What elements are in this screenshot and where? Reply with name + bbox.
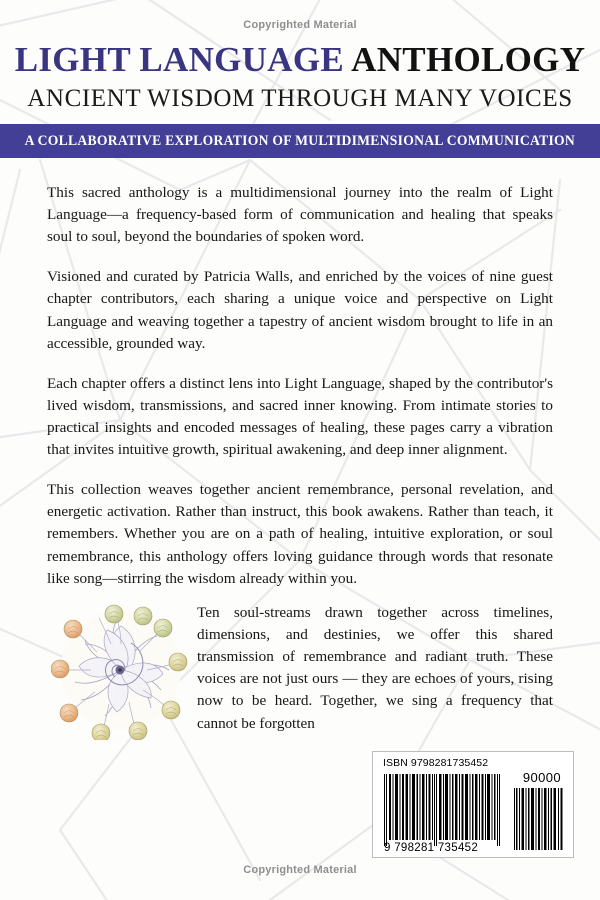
barcode-price-addon-label: 90000 [522,770,561,785]
barcode-human-readable-digits: 9 798281 735452 [384,842,479,854]
book-title [0,42,600,79]
description-paragraph: This collection weaves together ancient remembrance, personal revelation, and energetic activation. Rather than instruct, this book awakens. Rather than teach, it remembers. Whether you are on a path of healing, intuitive exploration, or soul remembrance, this anthology offers loving guidance through words that resonate like song—stirring the wisdom already within you. [47,481,553,587]
description-paragraph: Visioned and curated by Patricia Walls, and enriched by the voices of nine guest chapter contributors, each sharing a unique voice and perspective on Light Language and weaving together a tapestry of ancient wisdom brought to life in an accessible, grounded way. [47,268,553,352]
barcode-addon-bars [514,788,564,850]
description-paragraph: Each chapter offers a distinct lens into Light Language, shaped by the contributor's lived wisdom, transmissions, and sacred inner knowing. From intimate stories to practical insights and encoded messages of healing, these pages carry a vibration that invites intuitive growth, spiritual awakening, and deep inner alignment. [47,374,553,459]
description-paragraph: This sacred anthology is a multidimensional journey into the realm of Light Language—a frequency-based form of communication and healing that speaks soul to soul, beyond the boundaries of spoken word. [47,184,553,246]
book-title-main: ANTHOLOGY [351,40,586,79]
ean13-barcode-bars [384,774,504,846]
isbn-number-label: ISBN 9798281735452 [383,757,489,769]
isbn-barcode-block [372,751,574,858]
title-block [0,42,600,113]
closing-block [47,598,553,738]
copyright-watermark-bottom: Copyrighted Material [243,864,357,876]
description-body [47,182,553,590]
closing-quote-text: Ten soul-streams drawn together across timelines, dimensions, and destinies, we offer this shared transmission of remembrance and radiant truth. These voices are not just ours — they are echoes of yours, rising now to be heard. Together, we sing a frequency that cannot be forgotten [197,604,553,732]
tagline-banner [0,124,600,158]
book-title-accent: LIGHT LANGUAGE [14,40,345,79]
book-subtitle: ANCIENT WISDOM THROUGH MANY VOICES [27,84,573,112]
tagline-banner-text: A COLLABORATIVE EXPLORATION OF MULTIDIMENSIONAL COMMUNICATION [24,132,576,149]
spiral-mandala-illustration [51,600,191,740]
copyright-watermark-top: Copyrighted Material [243,19,357,31]
